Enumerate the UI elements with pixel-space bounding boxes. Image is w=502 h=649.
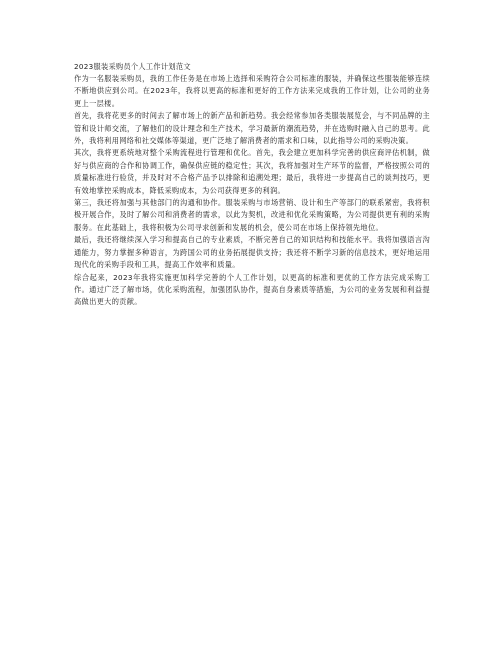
document-page bbox=[74, 61, 430, 309]
paragraph-third: 第三，我还将加强与其他部门的沟通和协作。服装采购与市场营销、设计和生产等部门的联系紧密，我将积极开展合作，及时了解公司和消费者的需求，以此为契机，改进和优化采购策略，为公司提供更有利的采购服务。在此基础上，我将积极为公司寻求创新和发展的机会，使公司在市场上保持领先地位。 bbox=[74, 198, 430, 232]
paragraph-last: 最后，我还将继续深入学习和提高自己的专业素质，不断完善自己的知识结构和技能水平。我将加强语言沟通能力，努力掌握多种语言，为跨国公司的业务拓展提供支持；我还将不断学习新的信息技术，更好地运用现代化的采购手段和工具，提高工作效率和质量。 bbox=[74, 235, 430, 270]
paragraph-first: 首先，我将花更多的时间去了解市场上的新产品和新趋势。我会经常参加各类服装展览会，与不同品牌的主管和设计师交流，了解他们的设计理念和生产技术，学习最新的潮流趋势，并在选购时融入自己的思考。此外，我将利用网络和社交媒体等渠道，更广泛地了解消费者的需求和口味，以此指导公司的采购决策。 bbox=[74, 111, 430, 146]
document-title: 2023服装采购员个人工作计划范文 bbox=[74, 62, 191, 71]
paragraph-summary: 综合起来，2023年我将实施更加科学完善的个人工作计划，以更高的标准和更优的工作方法完成采购工作。通过广泛了解市场，优化采购流程，加强团队协作，提高自身素质等措施，为公司的业务发展和利益提高做出更大的贡献。 bbox=[74, 272, 430, 307]
paragraph-intro: 作为一名服装采购员，我的工作任务是在市场上选择和采购符合公司标准的服装，并确保这些服装能够连续不断地供应到公司。在2023年，我将以更高的标准和更好的工作方法来完成我的工作计划，让公司的业务更上一层楼。 bbox=[74, 74, 430, 108]
paragraph-second: 其次，我将更系统地对整个采购流程进行管理和优化。首先，我会建立更加科学完善的供应商评估机制，做好与供应商的合作和协调工作，确保供应链的稳定性；其次，我将加强对生产环节的监督，严格按照公司的质量标准进行验货，并及时对不合格产品予以排除和追溯处理；最后，我将进一步提高自己的谈判技巧，更有效地掌控采购成本，降低采购成本，为公司获得更多的利润。 bbox=[74, 148, 430, 195]
